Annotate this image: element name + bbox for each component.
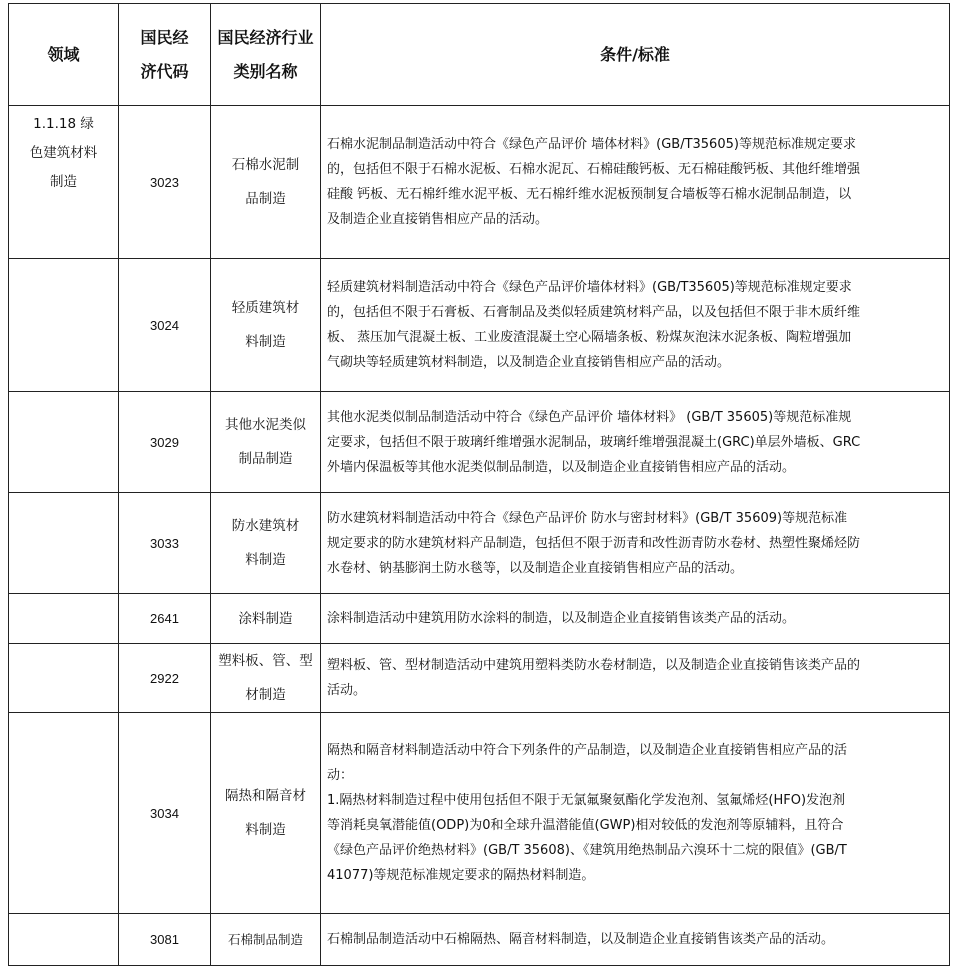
category-cell: 轻质建筑材料制造 xyxy=(211,259,321,392)
condition-line: 石棉水泥制品制造活动中符合《绿色产品评价 墙体材料》(GB/T35605)等规范标准规定要求 xyxy=(327,137,856,152)
condition-line: 隔热和隔音材料制造活动中符合下列条件的产品制造，以及制造企业直接销售相应产品的活 xyxy=(327,743,848,758)
condition-line: 活动。 xyxy=(327,683,367,698)
condition-line: 板、 蒸压加气混凝土板、工业废渣混凝土空心隔墙条板、粉煤灰泡沫水泥条板、陶粒增强加 xyxy=(327,330,852,345)
condition-line: 其他水泥类似制品制造活动中符合《绿色产品评价 墙体材料》 (GB/T 35605)等规范标准规 xyxy=(327,409,852,425)
table-row xyxy=(9,392,950,493)
condition-line: 41077)等规范标准规定要求的隔热材料制造。 xyxy=(327,868,595,883)
table-row xyxy=(9,914,950,966)
category-cell: 塑料板、管、型材制造 xyxy=(211,644,321,713)
condition-line: 水卷材、钠基膨润土防水毯等，以及制造企业直接销售相应产品的活动。 xyxy=(327,560,744,576)
field-cell xyxy=(9,259,119,392)
code-cell: 3034 xyxy=(119,713,211,914)
code-cell: 2641 xyxy=(119,594,211,644)
category-cell: 涂料制造 xyxy=(211,594,321,644)
field-cell: 1.1.18 绿色建筑材料制造 xyxy=(9,106,119,259)
condition-cell xyxy=(321,392,950,493)
code-cell: 3024 xyxy=(119,259,211,392)
table-row xyxy=(9,713,950,914)
condition-line: 塑料板、管、型材制造活动中建筑用塑料类防水卷材制造，以及制造企业直接销售该类产品的 xyxy=(327,658,861,673)
condition-line: 的，包括但不限于石膏板、石膏制品及类似轻质建筑材料产品，以及包括但不限于非木质纤维 xyxy=(327,305,861,320)
header-code: 国民经济代码 xyxy=(119,4,211,106)
field-cell xyxy=(9,392,119,493)
condition-cell xyxy=(321,644,950,713)
category-cell: 隔热和隔音材料制造 xyxy=(211,713,321,914)
condition-cell xyxy=(321,713,950,914)
category-cell: 石棉制品制造 xyxy=(211,914,321,966)
header-category: 国民经济行业类别名称 xyxy=(211,4,321,106)
condition-line: 轻质建筑材料制造活动中符合《绿色产品评价墙体材料》(GB/T35605)等规范标准规定要求 xyxy=(327,280,852,295)
condition-line: 外墙内保温板等其他水泥类似制品制造，以及制造企业直接销售相应产品的活动。 xyxy=(327,459,796,475)
condition-cell xyxy=(321,594,950,644)
table-row xyxy=(9,594,950,644)
category-cell: 石棉水泥制品制造 xyxy=(211,106,321,259)
header-condition: 条件/标准 xyxy=(321,4,950,106)
code-cell: 3033 xyxy=(119,493,211,594)
table-row xyxy=(9,493,950,594)
header-field: 领域 xyxy=(9,4,119,106)
code-cell: 3081 xyxy=(119,914,211,966)
condition-line: 的，包括但不限于石棉水泥板、石棉水泥瓦、石棉硅酸钙板、无石棉硅酸钙板、其他纤维增强 xyxy=(327,162,861,177)
condition-line: 定要求，包括但不限于玻璃纤维增强水泥制品，玻璃纤维增强混凝土(GRC)单层外墙板、GRC xyxy=(327,434,861,450)
code-cell: 3029 xyxy=(119,392,211,493)
table-row xyxy=(9,259,950,392)
field-cell xyxy=(9,493,119,594)
table-row xyxy=(9,644,950,713)
category-cell: 其他水泥类似制品制造 xyxy=(211,392,321,493)
field-cell xyxy=(9,644,119,713)
condition-line: 动： xyxy=(327,768,354,783)
condition-line: 涂料制造活动中建筑用防水涂料的制造，以及制造企业直接销售该类产品的活动。 xyxy=(327,611,796,626)
field-cell xyxy=(9,713,119,914)
condition-cell xyxy=(321,106,950,259)
condition-line: 及制造企业直接销售相应产品的活动。 xyxy=(327,212,549,227)
field-cell xyxy=(9,914,119,966)
condition-line: 石棉制品制造活动中石棉隔热、隔音材料制造，以及制造企业直接销售该类产品的活动。 xyxy=(327,932,835,947)
condition-line: 防水建筑材料制造活动中符合《绿色产品评价 防水与密封材料》(GB/T 35609)等规范标准 xyxy=(327,510,848,526)
condition-line: 1.隔热材料制造过程中使用包括但不限于无氯氟聚氨酯化学发泡剂、氢氟烯烃(HFO)发泡剂 xyxy=(327,793,846,808)
category-cell: 防水建筑材料制造 xyxy=(211,493,321,594)
condition-line: 等消耗臭氧潜能值(ODP)为0和全球升温潜能值(GWP)相对较低的发泡剂等原辅料，且符合 xyxy=(327,818,844,833)
field-cell xyxy=(9,594,119,644)
code-cell: 2922 xyxy=(119,644,211,713)
condition-line: 气砌块等轻质建筑材料制造，以及制造企业直接销售相应产品的活动。 xyxy=(327,355,731,370)
condition-cell xyxy=(321,493,950,594)
condition-line: 规定要求的防水建筑材料产品制造，包括但不限于沥青和改性沥青防水卷材、热塑性聚烯烃防 xyxy=(327,535,861,551)
condition-cell xyxy=(321,259,950,392)
table-header-row xyxy=(9,4,950,106)
condition-line: 硅酸 钙板、无石棉纤维水泥平板、无石棉纤维水泥板预制复合墙板等石棉水泥制品制造，以 xyxy=(327,187,852,202)
code-cell: 3023 xyxy=(119,106,211,259)
condition-cell xyxy=(321,914,950,966)
table-row xyxy=(9,106,950,259)
condition-line: 《绿色产品评价绝热材料》(GB/T 35608)、《建筑用绝热制品六溴环十二烷的限值》(GB/T xyxy=(327,843,847,858)
industry-standards-table xyxy=(8,3,950,966)
